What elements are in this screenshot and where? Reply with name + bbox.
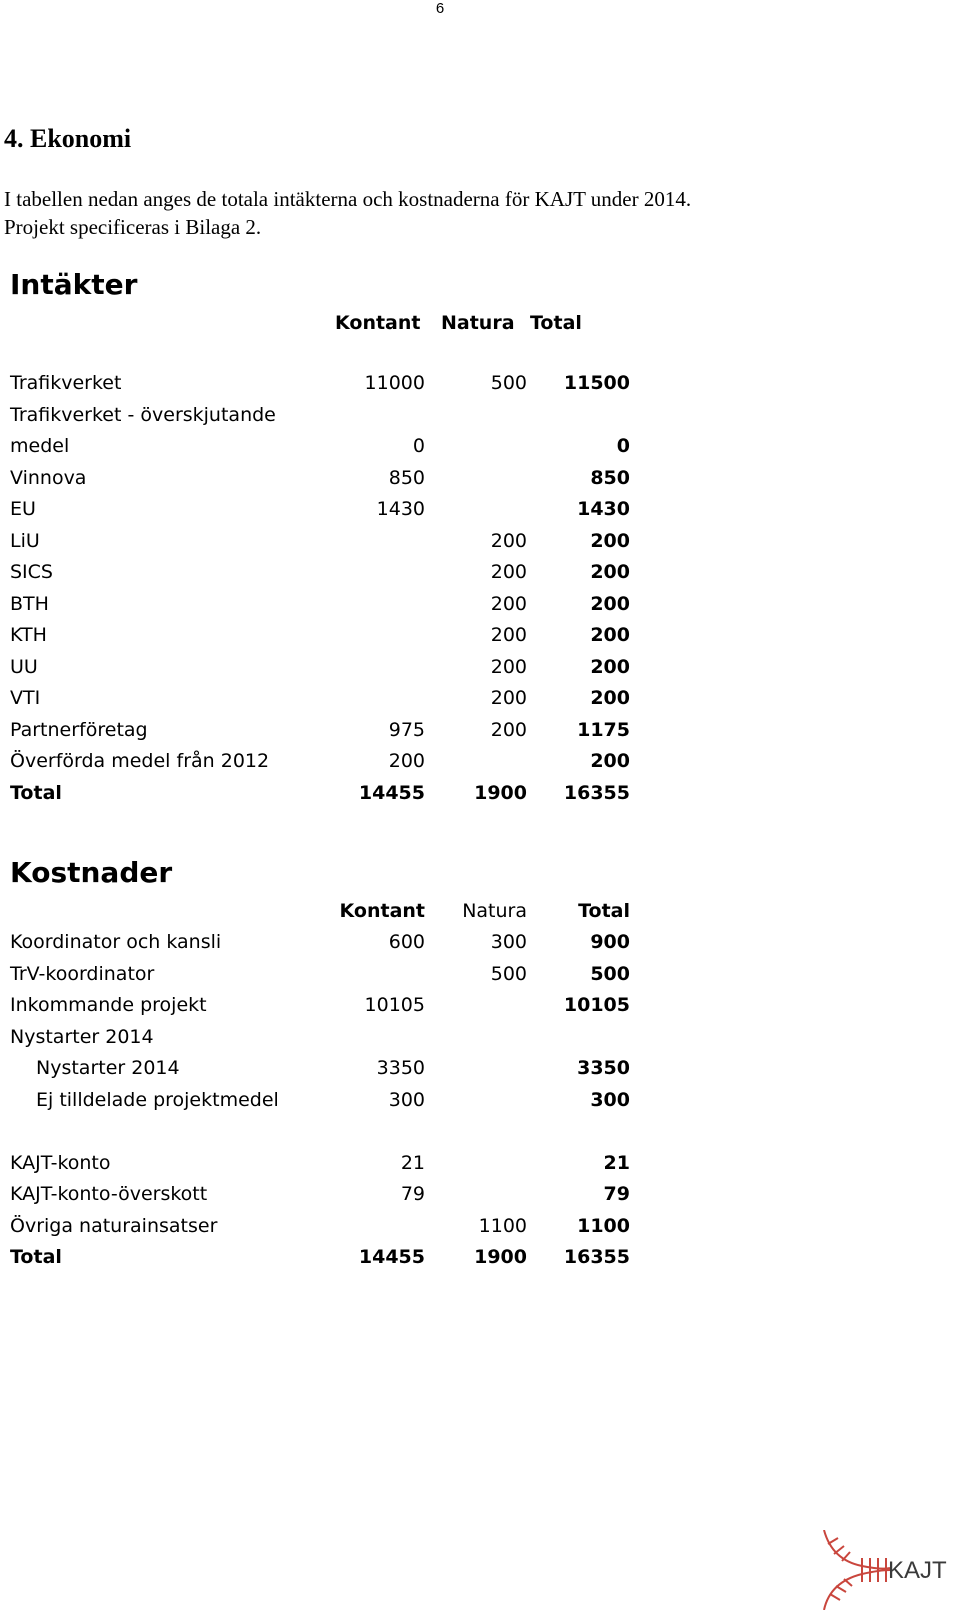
row-label: Ej tilldelade projektmedel: [36, 1088, 279, 1111]
row-label: BTH: [10, 592, 49, 615]
header-natura: Natura: [462, 900, 527, 922]
row-label: KAJT-konto: [10, 1151, 111, 1174]
cell-kontant: 11000: [364, 372, 425, 394]
table-row: [0, 622, 660, 654]
cell-kontant: 600: [388, 931, 425, 953]
cell-natura: 200: [490, 529, 527, 552]
table-row: [0, 1150, 660, 1182]
row-label: Inkommande projekt: [10, 994, 207, 1016]
page-number: 6: [435, 0, 445, 17]
cell-natura: 300: [490, 931, 527, 953]
costs-header: [0, 898, 660, 930]
row-label: EU: [10, 498, 36, 520]
cell-natura: 1900: [474, 781, 527, 804]
row-label: Total: [10, 1246, 62, 1268]
header-natura: Natura: [441, 312, 515, 334]
costs-title: Kostnader: [10, 856, 173, 889]
logo-text: KAJT: [888, 1557, 947, 1584]
table-row: [0, 654, 660, 686]
cell-total: 500: [590, 962, 630, 985]
income-header-row: [0, 310, 660, 342]
header-total: Total: [530, 312, 582, 334]
section-heading: 4. Ekonomi: [4, 124, 132, 153]
cell-total: 200: [590, 529, 630, 552]
table-row: [0, 1118, 660, 1150]
table-row: [0, 780, 660, 812]
cell-total: 200: [590, 624, 630, 646]
table-row: [0, 717, 660, 749]
cell-total: 79: [603, 1183, 630, 1205]
row-label: Koordinator och kansli: [10, 931, 222, 953]
cell-natura: 500: [490, 962, 527, 985]
table-row: [0, 496, 660, 528]
intro-line: Projekt specificeras i Bilaga 2.: [4, 215, 262, 239]
cell-natura: 200: [490, 561, 527, 583]
cell-kontant: 1430: [376, 498, 425, 520]
table-row: [0, 591, 660, 623]
table-row: [0, 748, 660, 780]
cell-total: 16355: [563, 1246, 630, 1268]
cell-natura: 200: [490, 624, 527, 646]
cell-total: 1175: [577, 718, 630, 741]
table-row: [0, 1181, 660, 1213]
table-row: [0, 1024, 660, 1056]
row-label: KAJT-konto-överskott: [10, 1183, 208, 1205]
cell-natura: 500: [490, 372, 527, 394]
cell-total: 300: [590, 1088, 630, 1111]
cell-total: 200: [590, 592, 630, 615]
cell-kontant: 14455: [358, 781, 425, 804]
cell-natura: 200: [490, 655, 527, 678]
cell-total: 200: [590, 561, 630, 583]
row-label: medel: [10, 435, 70, 457]
costs-header-row: [0, 898, 660, 930]
cell-kontant: 10105: [364, 994, 425, 1016]
table-row: [0, 961, 660, 993]
cell-natura: 200: [490, 592, 527, 615]
cell-total: 200: [590, 655, 630, 678]
intro-paragraph: [4, 185, 904, 241]
cell-kontant: 200: [388, 750, 425, 772]
intro-line: I tabellen nedan anges de totala intäkterna och kostnaderna för KAJT under 2014.: [4, 187, 692, 211]
header-kontant: Kontant: [339, 900, 425, 922]
income-title: Intäkter: [10, 268, 138, 301]
cell-total: 200: [590, 687, 630, 709]
cell-kontant: 0: [412, 435, 425, 457]
table-row: [0, 465, 660, 497]
row-label: KTH: [10, 624, 47, 646]
cell-natura: 200: [490, 687, 527, 709]
row-label: SICS: [10, 561, 53, 583]
table-row: [0, 1213, 660, 1245]
table-row: [0, 370, 660, 402]
table-row: [0, 1055, 660, 1087]
header-kontant: Kontant: [335, 312, 421, 334]
table-row: [0, 402, 660, 434]
row-label: Vinnova: [10, 466, 87, 489]
row-label: Trafikverket: [10, 372, 122, 394]
row-label: Nystarter 2014: [10, 1025, 154, 1048]
cell-kontant: 975: [388, 718, 425, 741]
table-row: [0, 1244, 660, 1276]
table-row: [0, 559, 660, 591]
cell-total: 1100: [577, 1214, 630, 1237]
row-label: Total: [10, 781, 62, 804]
row-label: LiU: [10, 529, 40, 552]
table-row: [0, 1087, 660, 1119]
kajt-logo: [818, 1530, 958, 1610]
cell-total: 200: [590, 750, 630, 772]
row-label: Nystarter 2014: [36, 1057, 180, 1079]
row-label: VTI: [10, 687, 41, 709]
cell-total: 10105: [563, 994, 630, 1016]
cell-kontant: 14455: [358, 1246, 425, 1268]
row-label: UU: [10, 655, 38, 678]
table-row: [0, 685, 660, 717]
table-row: [0, 433, 660, 465]
costs-table: [0, 929, 660, 1276]
cell-kontant: 850: [388, 466, 425, 489]
table-row: [0, 929, 660, 961]
cell-total: 11500: [563, 372, 630, 394]
cell-total: 900: [590, 931, 630, 953]
cell-kontant: 3350: [376, 1057, 425, 1079]
header-total: Total: [578, 900, 630, 922]
cell-natura: 1900: [474, 1246, 527, 1268]
cell-total: 1430: [577, 498, 630, 520]
table-row: [0, 992, 660, 1024]
table-row: [0, 528, 660, 560]
cell-natura: 1100: [478, 1214, 527, 1237]
row-label: Överförda medel från 2012: [10, 750, 270, 772]
cell-total: 3350: [577, 1057, 630, 1079]
cell-total: 0: [616, 435, 630, 457]
row-label: Övriga naturainsatser: [10, 1214, 218, 1237]
cell-natura: 200: [490, 718, 527, 741]
row-label: Partnerföretag: [10, 718, 148, 741]
cell-kontant: 21: [400, 1151, 425, 1174]
cell-total: 21: [603, 1151, 630, 1174]
row-label: Trafikverket - överskjutande: [10, 403, 276, 426]
income-header: [0, 310, 660, 342]
income-table: [0, 370, 660, 811]
cell-kontant: 300: [388, 1088, 425, 1111]
cell-total: 850: [590, 466, 630, 489]
cell-total: 16355: [563, 781, 630, 804]
cell-kontant: 79: [400, 1183, 425, 1205]
row-label: TrV-koordinator: [10, 962, 155, 985]
